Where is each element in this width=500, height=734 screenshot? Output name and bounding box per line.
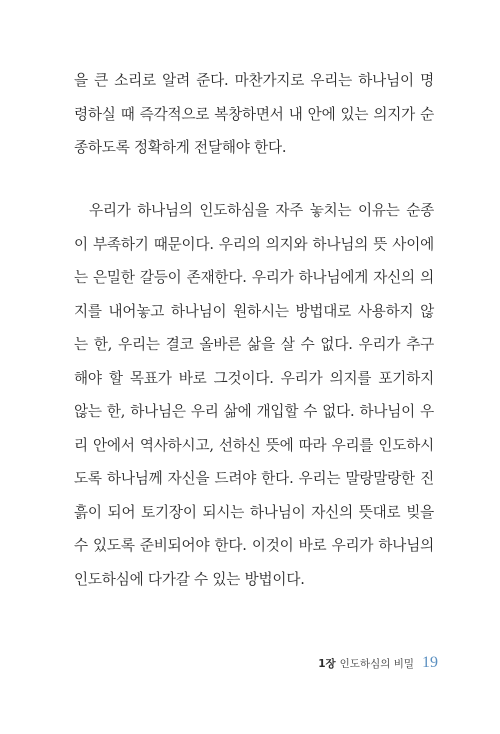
text-line: 는 은밀한 갈등이 존재한다. 우리가 하나님에게 자신의 의 (74, 269, 434, 286)
page-number: 19 (422, 654, 438, 671)
text-line: 이 부족하기 때문이다. 우리의 의지와 하나님의 뜻 사이에 (74, 235, 434, 253)
paragraph-1 (74, 64, 434, 165)
text-line: 않는 한, 하나님은 우리 삶에 개입할 수 없다. 하나님이 우 (74, 403, 434, 420)
text-line: 종하도록 정확하게 전달해야 한다. (74, 139, 287, 156)
text-line: 흙이 되어 토기장이 되시는 하나님이 자신의 뜻대로 빚을 (74, 503, 434, 521)
text-line: 을 큰 소리로 알려 준다. 마찬가지로 우리는 하나님이 명 (74, 72, 434, 89)
chapter-label: 1장 (318, 658, 336, 670)
text-line: 령하실 때 즉각적으로 복창하면서 내 안에 있는 의지가 순 (74, 105, 434, 123)
text-line: 수 있도록 준비되어야 한다. 이것이 바로 우리가 하나님의 (74, 537, 434, 554)
text-line: 리 안에서 역사하시고, 선하신 뜻에 따라 우리를 인도하시 (74, 436, 434, 454)
page-footer (318, 654, 438, 676)
text-line: 는 한, 우리는 결코 올바른 삶을 살 수 없다. 우리가 추구 (74, 336, 434, 353)
chapter-title: 인도하심의 비밀 (339, 658, 414, 670)
text-line: 우리가 하나님의 인도하심을 자주 놓치는 이유는 순종 (89, 202, 434, 219)
text-line: 인도하심에 다가갈 수 있는 방법이다. (74, 570, 305, 588)
text-line: 도록 하나님께 자신을 드려야 한다. 우리는 말랑말랑한 진 (74, 470, 434, 487)
paragraph-2 (74, 194, 434, 596)
text-line: 해야 할 목표가 바로 그것이다. 우리가 의지를 포기하지 (74, 369, 434, 387)
text-line: 지를 내어놓고 하나님이 원하시는 방법대로 사용하지 않 (74, 302, 434, 320)
